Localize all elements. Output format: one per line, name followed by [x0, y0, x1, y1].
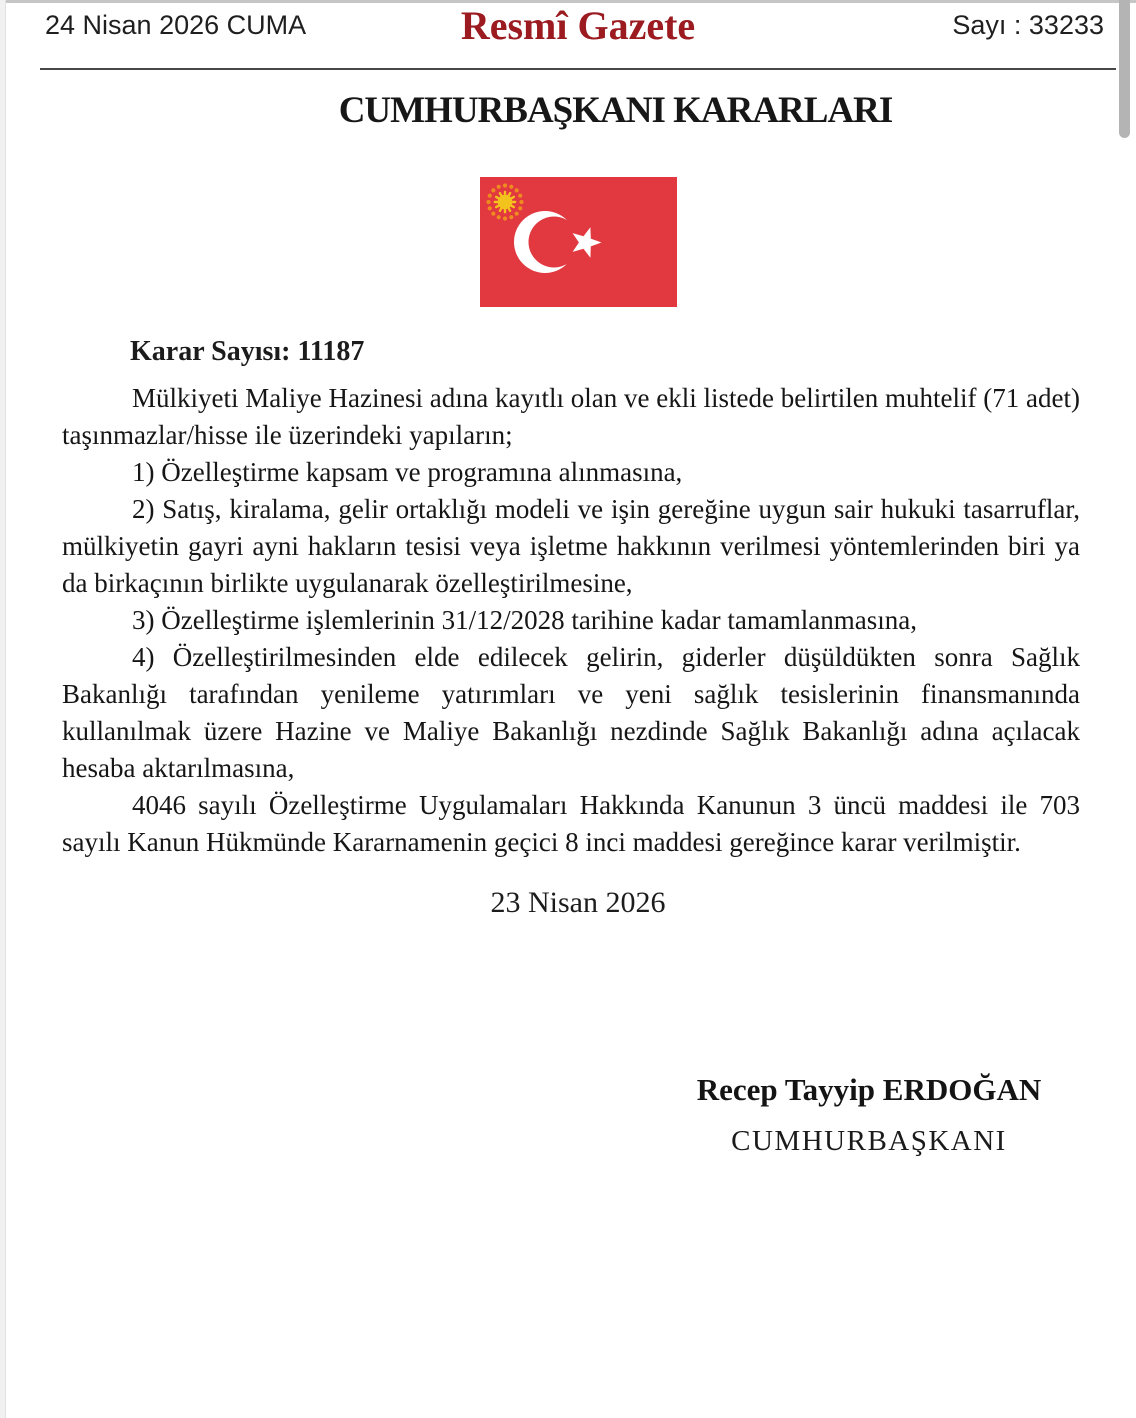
- paragraph: 1) Özelleştirme kapsam ve programına alınmasına,: [132, 457, 683, 487]
- paragraph: 4046 sayılı Özelleştirme Uygulamaları Hakkında Kanunun 3 üncü maddesi ile 703 sayılı Kanun Hükmünde Kararnamenin geçici 8 inci maddesi gereğince karar verilmiştir.: [62, 790, 1080, 857]
- turkish-flag-icon: [480, 177, 677, 307]
- presidential-turkish-flag: [480, 177, 677, 307]
- paragraph: 3) Özelleştirme işlemlerinin 31/12/2028 tarihine kadar tamamlanmasına,: [132, 605, 918, 635]
- sun-core: [498, 195, 512, 209]
- gazette-title: Resmî Gazete: [460, 3, 696, 48]
- header-rule: [40, 68, 1116, 70]
- signature-name: Recep Tayyip ERDOĞAN: [696, 1072, 1042, 1107]
- masthead: [0, 0, 1136, 60]
- section-title: CUMHURBAŞKANI KARARLARI: [338, 90, 893, 131]
- paragraph: 2) Satış, kiralama, gelir ortaklığı modeli ve işin gereğine uygun sair hukuki tasarruflar, mülkiyetin gayri ayni hakların tesisi veya işletme hakkının verilmesi yöntemlerinden biri ya da birkaçının birlikte uygulanarak özelleştirilmesine,: [62, 494, 1080, 598]
- masthead-date: 24 Nisan 2026 CUMA: [45, 10, 307, 40]
- paragraph: 4) Özelleştirilmesinden elde edilecek gelirin, giderler düşüldükten sonra Sağlık Bakanlığı tarafından yenileme yatırımları ve yeni sağlık tesislerinin finansmanında kullanılmak üzere Hazine ve Maliye Bakanlığı nezdinde Sağlık Bakanlığı adına açılacak hesaba aktarılmasına,: [62, 642, 1080, 783]
- decision-number: Karar Sayısı: 11187: [130, 336, 365, 367]
- issue-number: Sayı : 33233: [952, 10, 1104, 40]
- document-body: [0, 380, 1136, 861]
- signature-block: [634, 1072, 1104, 1158]
- paragraph: Mülkiyeti Maliye Hazinesi adına kayıtlı olan ve ekli listede belirtilen muhtelif (71 adet) taşınmazlar/hisse ile üzerindeki yapıların;: [62, 383, 1080, 450]
- decision-date: 23 Nisan 2026: [490, 886, 666, 919]
- signature-title: CUMHURBAŞKANI: [731, 1125, 1007, 1157]
- crescent-inner: [529, 217, 580, 268]
- page-edge-left: [0, 0, 6, 1418]
